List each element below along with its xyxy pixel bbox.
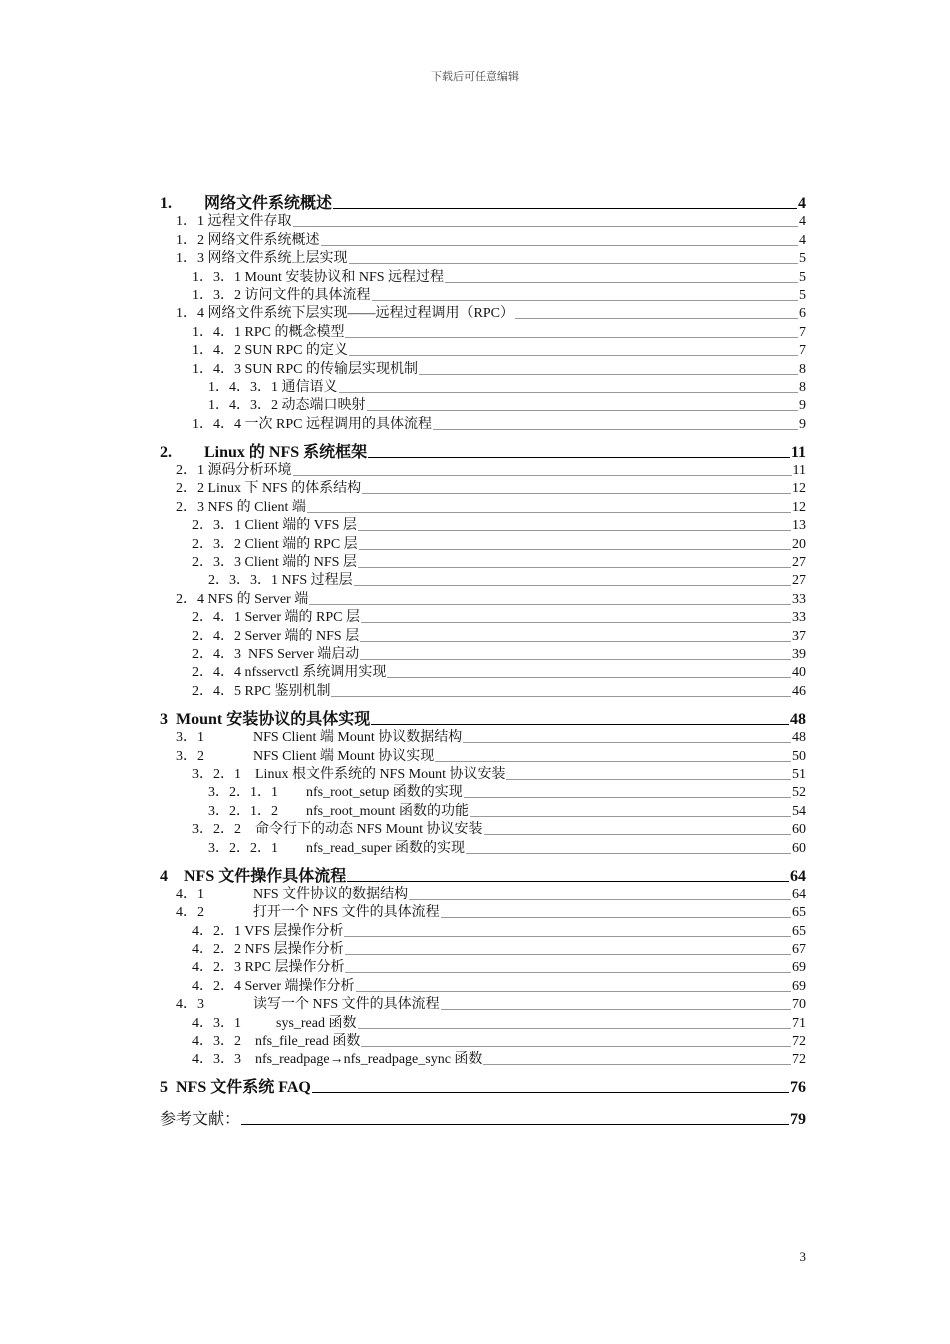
toc-entry[interactable] (160, 341, 806, 359)
toc-entry-page: 11 (790, 443, 806, 461)
toc-leader-line (354, 585, 791, 586)
toc-entry-title: 1．3．1 Mount 安装协议和 NFS 远程过程 (192, 269, 445, 285)
toc-entry-title: 1．4．1 RPC 的概念模型 (192, 324, 345, 340)
toc-leader-line (344, 936, 791, 937)
toc-entry-page: 48 (792, 730, 806, 746)
toc-entry[interactable] (160, 995, 806, 1013)
toc-entry-title: 4．2．3 RPC 层操作分析 (192, 960, 345, 976)
toc-entry[interactable] (160, 571, 806, 589)
toc-leader-line (293, 475, 792, 476)
toc-leader-line (358, 1028, 792, 1029)
toc-entry-page: 4 (799, 232, 806, 248)
toc-entry-title: 3．2．1 Linux 根文件系统的 NFS Mount 协议安装 (192, 766, 506, 782)
toc-entry[interactable] (160, 863, 806, 885)
toc-entry-title: 2．3．3 Client 端的 NFS 层 (192, 555, 357, 571)
toc-entry-page: 72 (792, 1052, 806, 1068)
toc-entry-title: 4 NFS 文件操作具体流程 (160, 867, 347, 885)
toc-entry-title: 3．2．2．1 nfs_read_super 函数的实现 (208, 840, 466, 856)
toc-entry-title: 2．3．1 Client 端的 VFS 层 (192, 518, 357, 534)
page-number: 3 (799, 1249, 806, 1264)
toc-entry[interactable] (160, 439, 806, 461)
toc-entry-title: 4．2．1 VFS 层操作分析 (192, 923, 344, 939)
toc-leader-line (371, 724, 789, 725)
toc-entry[interactable] (160, 396, 806, 414)
toc-entry[interactable] (160, 461, 806, 479)
toc-leader-line (356, 991, 791, 992)
toc-entry-page: 12 (792, 499, 806, 515)
toc-entry[interactable] (160, 626, 806, 644)
toc-leader-line (331, 696, 791, 697)
toc-leader-line (445, 282, 798, 283)
toc-leader-line (345, 337, 798, 338)
toc-leader-line (367, 410, 799, 411)
toc-entry-page: 11 (792, 463, 806, 479)
toc-leader-line (515, 318, 798, 319)
toc-entry[interactable] (160, 1050, 806, 1068)
toc-entry[interactable] (160, 249, 806, 267)
toc-entry-page: 7 (799, 324, 806, 340)
toc-leader-line (360, 659, 791, 660)
toc-entry-page: 5 (799, 287, 806, 303)
toc-leader-line (441, 917, 791, 918)
toc-entry-title: 4．1 NFS 文件协议的数据结构 (176, 886, 409, 902)
toc-entry[interactable] (160, 608, 806, 626)
toc-entry-title: 4．3 读写一个 NFS 文件的具体流程 (176, 997, 440, 1013)
toc-entry[interactable] (160, 903, 806, 921)
toc-entry[interactable] (160, 359, 806, 377)
toc-entry-title: 2．3．3．1 NFS 过程层 (208, 573, 353, 589)
toc-leader-line (358, 567, 791, 568)
toc-entry[interactable] (160, 838, 806, 856)
toc-entry-page: 4 (799, 214, 806, 230)
toc-entry-title: 5 NFS 文件系统 FAQ (160, 1079, 311, 1097)
toc-entry[interactable] (160, 1074, 806, 1096)
toc-entry[interactable] (160, 479, 806, 497)
toc-entry[interactable] (160, 304, 806, 322)
toc-entry[interactable] (160, 230, 806, 248)
toc-entry[interactable] (160, 783, 806, 801)
toc-leader-line (464, 797, 791, 798)
toc-entry-page: 13 (792, 518, 806, 534)
toc-entry-page: 46 (792, 683, 806, 699)
toc-leader-line (463, 742, 791, 743)
toc-entry-page: 79 (790, 1111, 806, 1129)
toc-entry[interactable] (160, 553, 806, 571)
toc-leader-line (359, 549, 791, 550)
toc-entry-page: 48 (790, 710, 806, 728)
toc-entry[interactable] (160, 728, 806, 746)
toc-leader-line (466, 853, 791, 854)
toc-entry[interactable] (160, 497, 806, 515)
toc-entry[interactable] (160, 267, 806, 285)
toc-entry[interactable] (160, 765, 806, 783)
toc-entry-title: 3．2．1．2 nfs_root_mount 函数的功能 (208, 803, 469, 819)
toc-entry-title: 4．2．2 NFS 层操作分析 (192, 942, 344, 958)
toc-entry[interactable] (160, 516, 806, 534)
toc-entry-page: 20 (792, 536, 806, 552)
toc-entry-title: 4．2 打开一个 NFS 文件的具体流程 (176, 905, 440, 921)
toc-leader-line (362, 493, 791, 494)
toc-entry-page: 33 (792, 610, 806, 626)
toc-entry-page: 5 (799, 251, 806, 267)
toc-entry-page: 5 (799, 269, 806, 285)
toc-leader-line (339, 392, 799, 393)
toc-leader-line (349, 355, 798, 356)
toc-entry-title: 3．2．2 命令行下的动态 NFS Mount 协议安装 (192, 822, 483, 838)
toc-leader-line (372, 300, 799, 301)
toc-leader-line (321, 245, 799, 246)
toc-entry-page: 6 (799, 306, 806, 322)
toc-entry-title: 2．4．3 NFS Server 端启动 (192, 646, 360, 662)
toc-entry-title: 2．1 源码分析环境 (176, 463, 292, 479)
toc-leader-line (241, 1124, 789, 1125)
toc-entry-title: 2. Linux 的 NFS 系统框架 (160, 443, 368, 461)
toc-entry-page: 65 (792, 923, 806, 939)
toc-leader-line (441, 1009, 791, 1010)
toc-entry[interactable] (160, 706, 806, 728)
toc-entry-page: 60 (792, 822, 806, 838)
toc-entry-title: 2．4 NFS 的 Server 端 (176, 591, 309, 607)
toc-entry[interactable] (160, 322, 806, 340)
toc-entry[interactable] (160, 885, 806, 903)
toc-entry-title: 1. 网络文件系统概述 (160, 195, 333, 212)
toc-leader-line (347, 881, 789, 882)
toc-entry-title: 1．2 网络文件系统概述 (176, 232, 320, 248)
toc-leader-line (345, 954, 791, 955)
toc-entry-page: 54 (792, 803, 806, 819)
toc-entry-title: 2．2 Linux 下 NFS 的体系结构 (176, 481, 362, 497)
toc-entry[interactable] (160, 414, 806, 432)
toc-entry[interactable] (160, 958, 806, 976)
toc-entry-page: 69 (792, 960, 806, 976)
toc-entry-title: 4．2．4 Server 端操作分析 (192, 978, 355, 994)
toc-entry-title: 2．4．1 Server 端的 RPC 层 (192, 610, 360, 626)
toc-entry-title: 1．4．2 SUN RPC 的定义 (192, 343, 348, 359)
toc-leader-line (419, 374, 798, 375)
toc-entry-title: 1．4．3 SUN RPC 的传输层实现机制 (192, 361, 418, 377)
toc-entry-title: 2．3 NFS 的 Client 端 (176, 499, 306, 515)
toc-entry[interactable] (160, 681, 806, 699)
toc-entry-page: 50 (792, 748, 806, 764)
toc-entry-page: 4 (798, 195, 806, 212)
toc-leader-line (361, 1046, 791, 1047)
toc-leader-line (483, 1064, 791, 1065)
toc-entry[interactable] (160, 976, 806, 994)
toc-entry[interactable] (160, 212, 806, 230)
toc-entry-title: 1．4 网络文件系统下层实现——远程过程调用（RPC） (176, 306, 514, 322)
toc-entry-title: 1．3 网络文件系统上层实现 (176, 251, 348, 267)
toc-leader-line (333, 208, 797, 209)
toc-leader-line (387, 677, 791, 678)
header-note: 下载后可任意编辑 (431, 71, 519, 83)
toc-entry-page: 40 (792, 665, 806, 681)
toc-entry-title: 2．4．2 Server 端的 NFS 层 (192, 628, 360, 644)
toc-entry-page: 72 (792, 1034, 806, 1050)
toc-entry[interactable] (160, 190, 806, 212)
toc-leader-line (470, 816, 791, 817)
toc-entry-page: 67 (792, 942, 806, 958)
toc-entry-title: 3．2．1．1 nfs_root_setup 函数的实现 (208, 785, 463, 801)
toc-leader-line (361, 622, 791, 623)
toc-entry-page: 9 (799, 398, 806, 414)
toc-entry[interactable] (160, 801, 806, 819)
toc-leader-line (307, 512, 791, 513)
toc-entry-page: 76 (790, 1079, 806, 1097)
toc-leader-line (433, 429, 798, 430)
toc-leader-line (506, 779, 791, 780)
toc-entry[interactable] (160, 820, 806, 838)
toc-entry-page: 71 (792, 1015, 806, 1031)
toc-leader-line (409, 899, 791, 900)
toc-entry-title: 3 Mount 安装协议的具体实现 (160, 710, 371, 728)
toc-entry-page: 27 (792, 573, 806, 589)
toc-entry[interactable] (160, 645, 806, 663)
toc-entry-page: 27 (792, 555, 806, 571)
toc-entry-page: 12 (792, 481, 806, 497)
toc-entry-page: 52 (792, 785, 806, 801)
toc-entry-title: 2．3．2 Client 端的 RPC 层 (192, 536, 358, 552)
toc-entry[interactable] (160, 940, 806, 958)
toc-leader-line (293, 226, 799, 227)
toc-entry[interactable] (160, 378, 806, 396)
toc-leader-line (368, 457, 790, 458)
toc-entry[interactable] (160, 589, 806, 607)
toc-entry-page: 9 (799, 416, 806, 432)
toc-entry-page: 8 (799, 361, 806, 377)
toc-entry-page: 70 (792, 997, 806, 1013)
toc-entry-title: 3．2 NFS Client 端 Mount 协议实现 (176, 748, 435, 764)
toc-entry-title: 4．3．3 nfs_readpage→nfs_readpage_sync 函数 (192, 1052, 483, 1068)
toc-entry-title: 1．4．3．1 通信语义 (208, 379, 338, 395)
toc-entry-page: 33 (792, 591, 806, 607)
toc-entry[interactable] (160, 746, 806, 764)
toc-entry-page: 65 (792, 905, 806, 921)
toc-entry-title: 4．3．2 nfs_file_read 函数 (192, 1034, 361, 1050)
toc-entry-page: 51 (792, 766, 806, 782)
table-of-contents (160, 190, 806, 1128)
toc-entry[interactable] (160, 663, 806, 681)
toc-entry-title: 4．3．1 sys_read 函数 (192, 1015, 357, 1031)
toc-entry[interactable] (160, 1032, 806, 1050)
toc-entry-page: 69 (792, 978, 806, 994)
toc-entry[interactable] (160, 534, 806, 552)
toc-leader-line (349, 263, 799, 264)
toc-entry-title: 1．4．4 一次 RPC 远程调用的具体流程 (192, 416, 432, 432)
toc-entry-title: 3．1 NFS Client 端 Mount 协议数据结构 (176, 730, 463, 746)
toc-entry-title: 参考文献： (160, 1111, 241, 1129)
toc-leader-line (309, 604, 791, 605)
toc-leader-line (345, 972, 791, 973)
toc-entry[interactable] (160, 921, 806, 939)
toc-leader-line (360, 641, 791, 642)
toc-entry-title: 1．4．3．2 动态端口映射 (208, 398, 366, 414)
toc-entry-page: 39 (792, 646, 806, 662)
toc-entry-page: 37 (792, 628, 806, 644)
toc-entry-page: 64 (792, 886, 806, 902)
toc-entry[interactable] (160, 286, 806, 304)
toc-entry-page: 7 (799, 343, 806, 359)
toc-leader-line (484, 834, 791, 835)
toc-entry-page: 60 (792, 840, 806, 856)
toc-entry-title: 1．3．2 访问文件的具体流程 (192, 287, 371, 303)
toc-entry-page: 64 (790, 867, 806, 885)
toc-entry[interactable] (160, 1013, 806, 1031)
toc-entry-title: 1．1 远程文件存取 (176, 214, 292, 230)
toc-entry[interactable] (160, 1104, 806, 1128)
toc-leader-line (312, 1092, 789, 1093)
toc-entry-title: 2．4．5 RPC 鉴别机制 (192, 683, 331, 699)
toc-leader-line (358, 530, 791, 531)
toc-entry-page: 8 (799, 379, 806, 395)
toc-leader-line (435, 761, 791, 762)
toc-entry-title: 2．4．4 nfsservctl 系统调用实现 (192, 665, 387, 681)
